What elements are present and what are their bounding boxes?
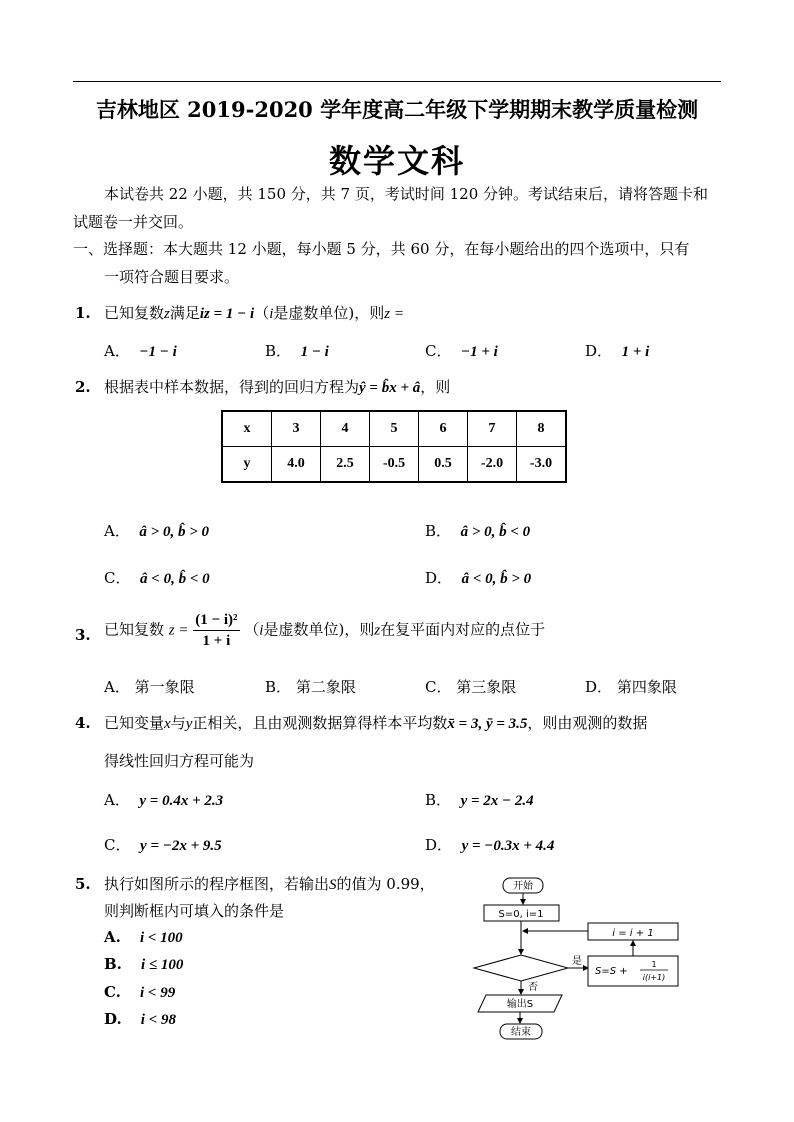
q3-option-a-label: A． xyxy=(104,678,130,696)
flow-increment-label: i = i + 1 xyxy=(612,928,654,939)
q2-option-c xyxy=(104,567,210,588)
flow-no-label: 否 xyxy=(528,982,538,993)
q4-stem xyxy=(104,712,647,733)
q1-option-b xyxy=(265,340,329,361)
q4-means: x̄ = 3, ȳ = 3.5 xyxy=(447,716,528,732)
flow-update-numerator: 1 xyxy=(651,960,657,969)
q5-stem-a: 执行如图所示的程序框图，若输出 xyxy=(104,875,330,893)
q4-number: 4. xyxy=(75,714,91,732)
q1-option-d xyxy=(585,340,649,361)
table-cell: 2.5 xyxy=(321,447,370,483)
q2-option-b-text: â > 0, b̂ < 0 xyxy=(460,524,531,540)
q1-var-i: i xyxy=(269,306,274,322)
q3-stem-c: 是虚数单位)，则 xyxy=(263,620,375,639)
table-cell: 5 xyxy=(370,411,419,447)
q2-option-c-text: â < 0, b̂ < 0 xyxy=(140,571,210,587)
q1-option-a-label: A． xyxy=(104,342,130,360)
q1-equation: iz = 1 − i xyxy=(199,306,255,322)
q3-option-a xyxy=(104,676,195,697)
q3-number: 3. xyxy=(75,626,91,644)
q3-stem-d: 在复平面内对应的点位于 xyxy=(380,620,546,639)
q2-stem-tail: ，则 xyxy=(420,378,451,396)
q5-stem-b: 的值为 0.99， xyxy=(336,875,435,893)
flow-start-label: 开始 xyxy=(513,881,533,892)
q5-option-a-text: i < 100 xyxy=(139,930,183,946)
q5-option-c-text: i < 99 xyxy=(139,985,176,1001)
q5-option-c-label: C. xyxy=(104,983,121,1001)
q3-denominator: 1 + i xyxy=(202,633,231,649)
q3-option-c xyxy=(425,676,516,697)
q3-stem-a: 已知复数 xyxy=(104,620,165,639)
q5-option-d xyxy=(104,1010,176,1029)
q1-option-a xyxy=(104,340,177,361)
q5-line-2: 则判断框内可填入的条件是 xyxy=(104,902,285,920)
q4-option-a-text: y = 0.4x + 2.3 xyxy=(139,793,224,809)
q5-option-a xyxy=(104,928,183,947)
q4-stem-c: 正相关，且由观测数据算得样本平均数 xyxy=(192,714,448,732)
table-cell: 0.5 xyxy=(419,447,468,483)
table-cell: -3.0 xyxy=(517,447,567,483)
table-cell: -0.5 xyxy=(370,447,419,483)
q3-z-equals: z = xyxy=(168,622,189,639)
q4-stem-d: ，则由观测的数据 xyxy=(527,714,648,732)
q4-option-b-text: y = 2x − 2.4 xyxy=(460,793,534,809)
q2-number: 2. xyxy=(75,378,91,396)
q3-stem xyxy=(104,610,545,651)
q4-option-a-label: A． xyxy=(104,791,130,809)
exam-title: 吉林地区 2019-2020 学年度高二年级下学期期末教学质量检测 xyxy=(95,97,699,122)
table-cell: 3 xyxy=(272,411,321,447)
q3-var-i: i xyxy=(259,622,264,639)
q1-option-b-label: B． xyxy=(265,342,292,360)
q3-option-c-text: 第三象限 xyxy=(456,678,517,696)
q1-option-c-label: C． xyxy=(425,342,452,360)
q3-option-d-text: 第四象限 xyxy=(616,678,677,696)
q5-var-s: S xyxy=(329,877,337,893)
q1-option-d-label: D． xyxy=(585,342,613,360)
q5-option-c xyxy=(104,983,175,1002)
q1-option-c xyxy=(425,340,498,361)
q2-option-a-text: â > 0, b̂ > 0 xyxy=(139,524,209,540)
table-cell: 6 xyxy=(419,411,468,447)
q2-stem-text: 根据表中样本数据，得到的回归方程为 xyxy=(104,378,360,396)
q3-option-a-text: 第一象限 xyxy=(134,678,195,696)
q1-stem-c: （ xyxy=(254,304,270,322)
q5-option-d-text: i < 98 xyxy=(140,1012,176,1028)
q1-number: 1. xyxy=(75,304,91,322)
q3-fraction xyxy=(193,610,239,651)
flow-update-prefix: S=S + xyxy=(595,966,628,977)
flow-update-denominator: i(i+1) xyxy=(642,973,666,982)
q2-equation: ŷ = b̂x + â xyxy=(359,380,421,396)
q2-option-d xyxy=(425,567,531,588)
q2-option-b-label: B． xyxy=(425,522,452,540)
q2-option-d-text: â < 0, b̂ > 0 xyxy=(461,571,532,587)
q4-stem-a: 已知变量 xyxy=(104,714,165,732)
q1-option-a-text: −1 − i xyxy=(139,344,177,360)
q1-stem-b: 满足 xyxy=(169,304,200,322)
flow-init-label: S=0, i=1 xyxy=(498,909,544,920)
q4-option-b xyxy=(425,789,534,810)
q3-option-b xyxy=(265,676,356,697)
intro-line-1: 本试卷共 22 小题，共 150 分，共 7 页，考试时间 120 分钟。考试结束后，请将答题卡和 xyxy=(104,185,709,203)
q4-option-a xyxy=(104,789,223,810)
flow-decision-diamond xyxy=(474,955,568,981)
flow-end-label: 结束 xyxy=(511,1027,531,1038)
subject-title: 数学文科 xyxy=(328,142,465,180)
q4-option-d-label: D． xyxy=(425,836,453,854)
section-line-2: 一项符合题目要求。 xyxy=(104,268,240,286)
table-row-y xyxy=(222,447,566,483)
q1-tail: z = xyxy=(384,306,404,322)
q2-option-c-label: C． xyxy=(104,569,131,587)
q5-number: 5. xyxy=(75,875,91,893)
q5-stem xyxy=(104,873,435,894)
q2-option-d-label: D． xyxy=(425,569,453,587)
table-cell: x xyxy=(222,411,272,447)
q5-option-b xyxy=(104,955,183,974)
table-cell: -2.0 xyxy=(468,447,517,483)
q5-flowchart xyxy=(470,872,690,1047)
q2-option-b xyxy=(425,520,530,541)
q4-option-c-label: C． xyxy=(104,836,131,854)
table-row-x xyxy=(222,411,566,447)
header-rule xyxy=(73,81,721,82)
q3-numerator: (1 − i)² xyxy=(193,610,239,631)
q2-stem xyxy=(104,376,450,397)
q2-data-table xyxy=(221,410,567,483)
q3-option-b-label: B． xyxy=(265,678,292,696)
flow-output-label: 输出S xyxy=(506,999,534,1010)
q4-option-c-text: y = −2x + 9.5 xyxy=(140,838,222,854)
q2-option-a-label: A． xyxy=(104,522,130,540)
q4-var-x: x xyxy=(164,716,171,732)
table-cell: y xyxy=(222,447,272,483)
q3-option-d-label: D． xyxy=(585,678,613,696)
q3-option-b-text: 第二象限 xyxy=(295,678,356,696)
section-line-1: 一、选择题：本大题共 12 小题，每小题 5 分，共 60 分，在每小题给出的四个选项中，只有 xyxy=(73,240,690,258)
q1-var-z: z xyxy=(164,306,170,322)
q3-var-z: z xyxy=(374,622,381,639)
q1-stem-d: 是虚数单位)，则 xyxy=(273,304,385,322)
q4-option-c xyxy=(104,834,222,855)
q5-option-d-label: D. xyxy=(104,1010,122,1028)
q3-option-d xyxy=(585,676,677,697)
q1-stem xyxy=(104,302,404,323)
q5-option-b-label: B. xyxy=(104,955,122,973)
table-cell: 7 xyxy=(468,411,517,447)
q4-option-d xyxy=(425,834,554,855)
q1-option-c-text: −1 + i xyxy=(461,344,498,360)
table-cell: 4 xyxy=(321,411,370,447)
q5-option-a-label: A. xyxy=(104,928,121,946)
q5-option-b-text: i ≤ 100 xyxy=(140,957,184,973)
q1-stem-a: 已知复数 xyxy=(104,304,165,322)
q3-stem-b: （ xyxy=(244,620,260,639)
q3-option-c-label: C． xyxy=(425,678,452,696)
table-cell: 8 xyxy=(517,411,567,447)
table-cell: 4.0 xyxy=(272,447,321,483)
intro-line-2: 试题卷一并交回。 xyxy=(73,213,194,231)
q4-stem-b: 与 xyxy=(170,714,186,732)
q4-var-y: y xyxy=(185,716,193,732)
q2-option-a xyxy=(104,520,209,541)
flow-yes-label: 是 xyxy=(572,956,582,967)
q4-option-d-text: y = −0.3x + 4.4 xyxy=(461,838,555,854)
q1-option-b-text: 1 − i xyxy=(300,344,329,360)
q4-line-2: 得线性回归方程可能为 xyxy=(104,752,255,770)
q1-option-d-text: 1 + i xyxy=(621,344,650,360)
q4-option-b-label: B． xyxy=(425,791,452,809)
